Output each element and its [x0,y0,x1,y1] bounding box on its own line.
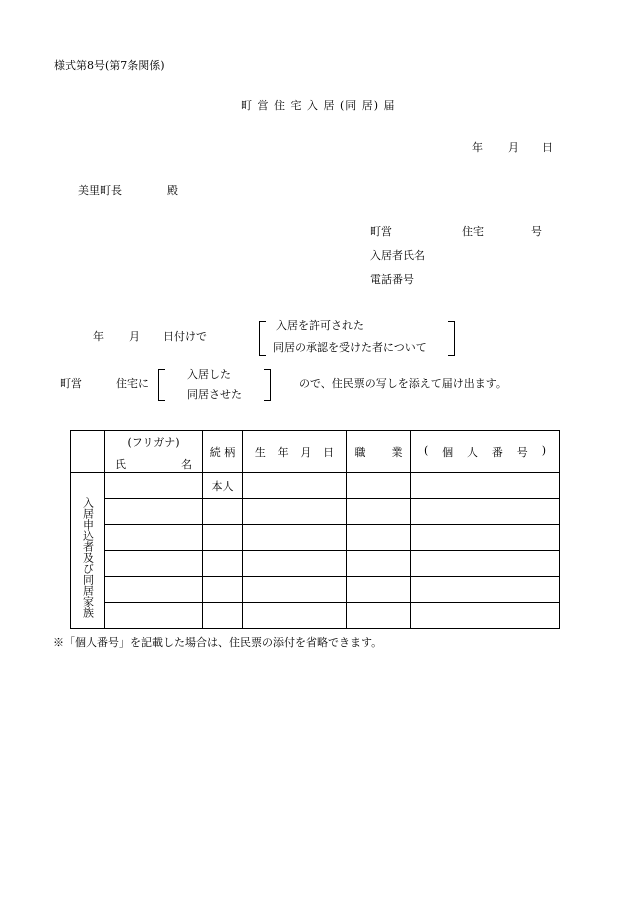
relation-cell[interactable] [203,603,243,629]
applicant-name-label: 入居者氏名 [370,249,425,262]
table-row [71,551,560,577]
addressee-mayor: 美里町長 [78,184,122,197]
relation-cell[interactable] [203,577,243,603]
header-furigana: (フリガナ) [127,435,180,449]
dob-cell[interactable] [243,577,347,603]
relation-cell[interactable] [203,499,243,525]
body-housing-ni: 住宅に [116,377,149,390]
table-row [71,473,560,499]
dob-cell[interactable] [243,499,347,525]
dob-cell[interactable] [243,525,347,551]
form-number: 様式第8号(第7条関係) [54,59,165,72]
header-dob-3: 月 [300,445,312,459]
applicant-number: 号 [531,225,542,238]
header-pn-3: 人 [467,445,479,459]
header-dob-2: 年 [277,445,289,459]
dob-cell[interactable] [243,473,347,499]
side-label: 入居申込者及び同居家族 [81,497,95,618]
body-town-housing: 町営 [60,377,82,390]
body-permitted: 入居を許可された [276,319,364,332]
applicant-town-housing: 町営 [370,225,392,238]
occupation-cell[interactable] [347,603,411,629]
bracket-right-1 [448,321,455,356]
personal-number-cell[interactable] [411,473,560,499]
date-day: 日 [542,141,553,154]
date-month: 月 [508,141,519,154]
footnote: ※「個人番号」を記載した場合は、住民票の添付を省略できます。 [53,636,383,649]
header-dob-4: 日 [323,445,335,459]
form-title: 町 営 住 宅 入 居 (同 居) 届 [241,99,396,112]
date-year: 年 [472,141,483,154]
dob-cell[interactable] [243,551,347,577]
family-table [70,430,560,629]
occupation-cell[interactable] [347,473,411,499]
first-relation: 本人 [211,479,234,493]
body-approved: 同居の承認を受けた者について [273,341,427,354]
header-name-shi: 氏 [115,457,126,471]
occupation-cell[interactable] [347,551,411,577]
occupation-cell[interactable] [347,525,411,551]
personal-number-cell[interactable] [411,525,560,551]
table-row [71,577,560,603]
applicant-housing: 住宅 [462,225,484,238]
bracket-left-2 [158,369,165,401]
table-header-row [71,431,560,473]
header-blank-cell [71,431,105,473]
header-pn-4: 番 [491,445,503,459]
dob-cell[interactable] [243,603,347,629]
personal-number-cell[interactable] [411,577,560,603]
occupation-cell[interactable] [347,577,411,603]
relation-cell [203,473,243,499]
header-occupation [347,431,411,473]
table-row [71,603,560,629]
bracket-right-2 [264,369,271,401]
table-row [71,525,560,551]
body-closing: ので、住民票の写しを添えて届け出ます。 [299,377,507,390]
relation-cell[interactable] [203,551,243,577]
header-occupation-2: 業 [391,445,403,459]
header-relation-label: 続 柄 [209,445,236,459]
name-cell[interactable] [105,603,203,629]
header-dob [243,431,347,473]
header-name-mei: 名 [181,457,192,471]
addressee-honorific: 殿 [167,184,178,197]
personal-number-cell[interactable] [411,499,560,525]
occupation-cell[interactable] [347,499,411,525]
applicant-phone-label: 電話番号 [370,273,414,286]
body-moved-in: 入居した [187,368,231,381]
header-dob-1: 生 [254,445,266,459]
relation-cell[interactable] [203,525,243,551]
body-year: 年 [93,330,104,343]
personal-number-cell[interactable] [411,603,560,629]
body-month: 月 [129,330,140,343]
header-personal-number [411,431,560,473]
body-cohabited: 同居させた [187,388,242,401]
name-cell[interactable] [105,473,203,499]
header-name-cell [105,431,203,473]
side-label-cell [71,473,105,629]
name-cell[interactable] [105,525,203,551]
header-pn-1: ( [423,443,429,457]
header-pn-6: ) [541,443,546,457]
name-cell[interactable] [105,551,203,577]
name-cell[interactable] [105,499,203,525]
header-relation [203,431,243,473]
header-pn-2: 個 [442,445,454,459]
table-row [71,499,560,525]
name-cell[interactable] [105,577,203,603]
header-occupation-1: 職 [354,445,366,459]
personal-number-cell[interactable] [411,551,560,577]
body-date-suffix: 日付けで [163,330,207,343]
bracket-left-1 [259,321,266,356]
header-pn-5: 号 [516,445,528,459]
